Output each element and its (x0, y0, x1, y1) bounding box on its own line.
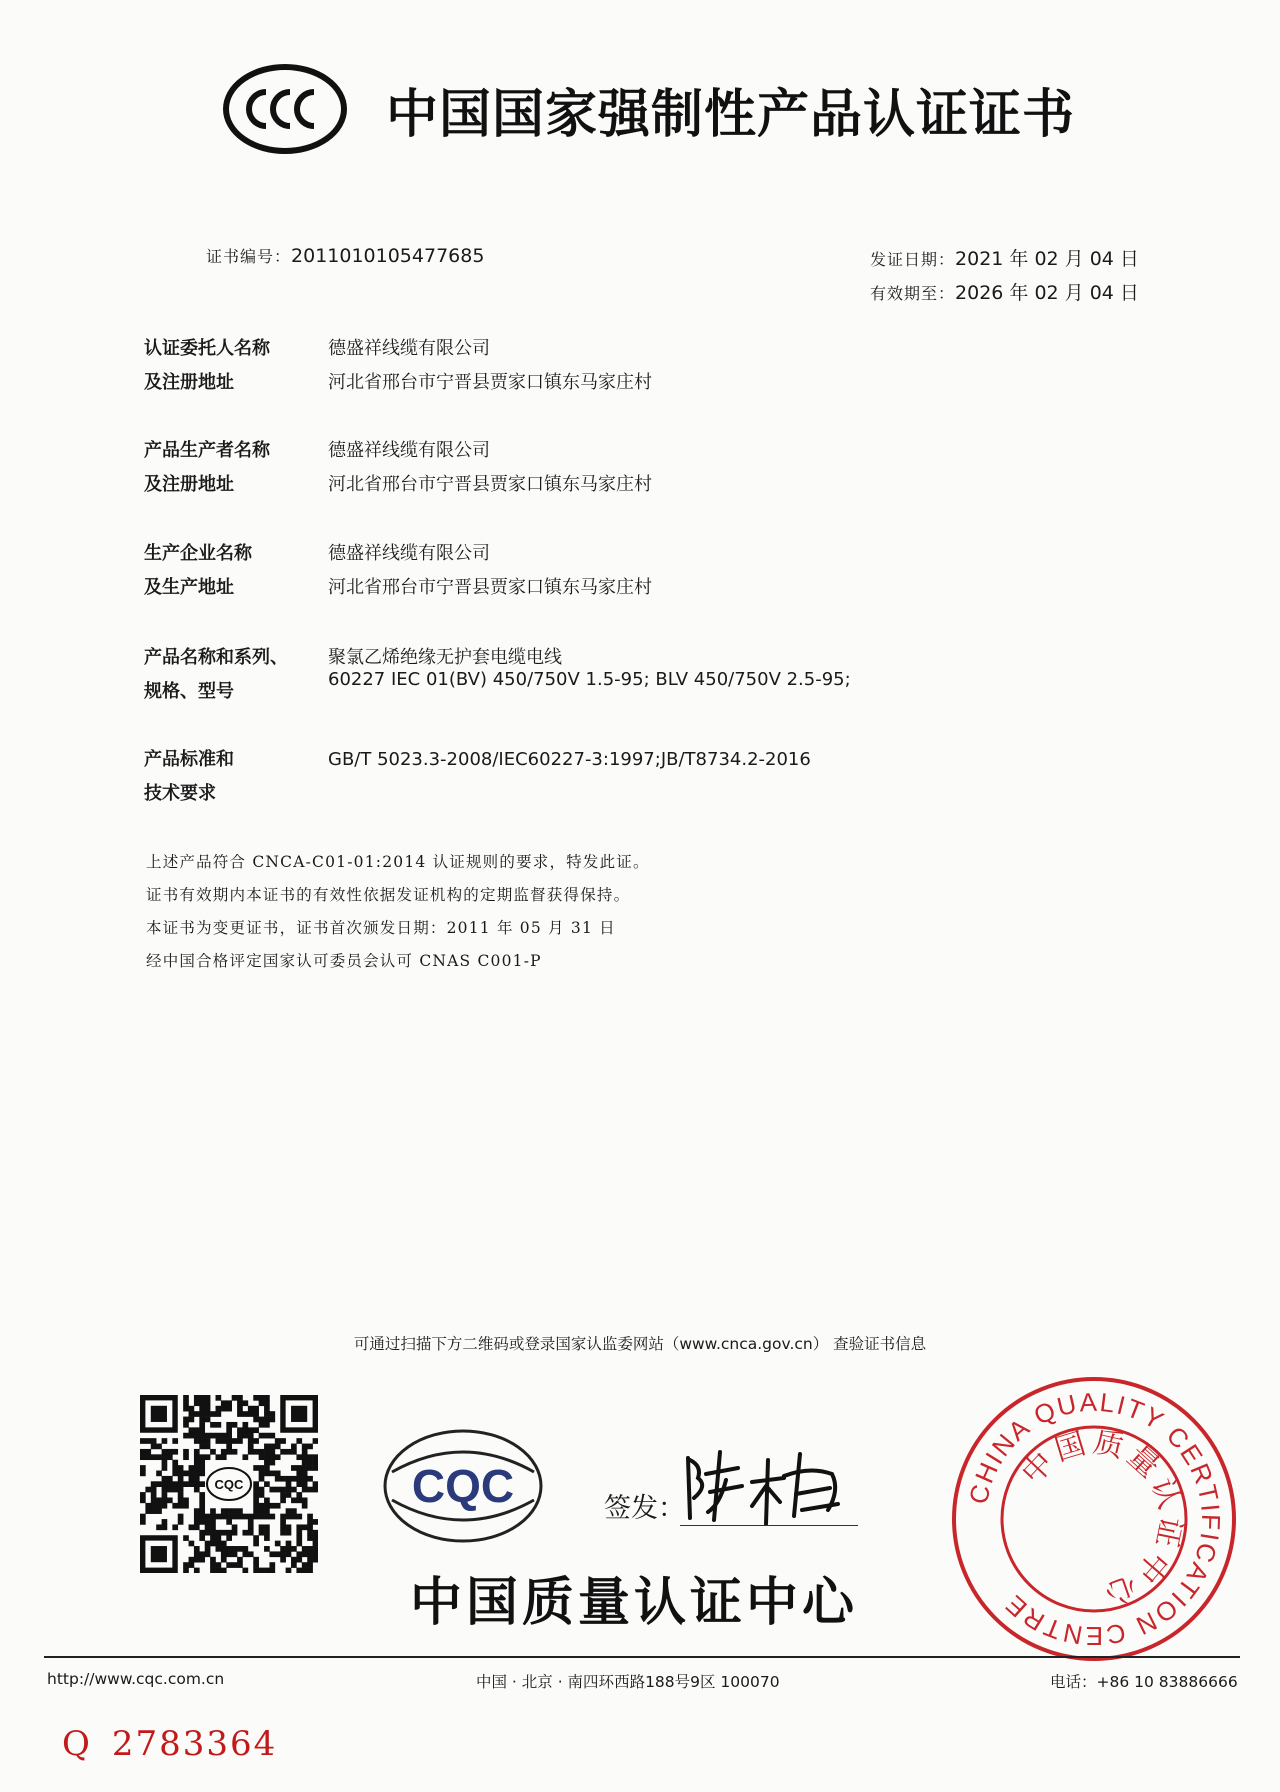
field-value: GB/T 5023.3-2008/IEC60227-3:1997;JB/T8734.2-2016 (328, 749, 811, 770)
issue-date (870, 244, 1139, 271)
certificate-number-label: 证书编号： (206, 247, 292, 266)
qr-center-logo: CQC (214, 1477, 244, 1492)
field-label: 产品生产者名称 (144, 440, 270, 461)
valid-until-label: 有效期至： (870, 284, 956, 303)
field-label: 及生产地址 (144, 577, 234, 598)
certificate-number-value: 2011010105477685 (291, 245, 485, 267)
ccc-logo (222, 62, 348, 156)
serial-value: 2783364 (111, 1724, 278, 1764)
qr-code[interactable] (140, 1395, 318, 1573)
serial-prefix: Q (62, 1724, 92, 1764)
field-label: 产品标准和 (144, 749, 234, 770)
seal-inner-text: 中国质量认证中心 (1014, 1424, 1189, 1613)
statements (146, 846, 650, 978)
issue-date-value: 2021 年 02 月 04 日 (955, 248, 1139, 270)
field-value: 60227 IEC 01(BV) 450/750V 1.5-95; BLV 450/750V 2.5-95; (328, 669, 851, 690)
seal-outer-text: CHINA QUALITY CERTIFICATION CENTRE (962, 1386, 1227, 1652)
field-value: 河北省邢台市宁晋县贾家口镇东马家庄村 (328, 577, 652, 598)
field-value: 河北省邢台市宁晋县贾家口镇东马家庄村 (328, 372, 652, 393)
field-value: 河北省邢台市宁晋县贾家口镇东马家庄村 (328, 474, 652, 495)
signature-line (680, 1525, 858, 1526)
cqc-logo-text: CQC (411, 1460, 515, 1512)
sign-label: 签发： (604, 1493, 685, 1524)
field-label: 及注册地址 (144, 474, 234, 495)
field-label: 技术要求 (144, 783, 216, 804)
statement-line: 证书有效期内本证书的有效性依据发证机构的定期监督获得保持。 (146, 886, 631, 904)
cqc-logo (382, 1428, 544, 1544)
field-value: 德盛祥线缆有限公司 (328, 338, 490, 359)
issue-date-label: 发证日期： (870, 250, 956, 269)
field-label: 生产企业名称 (144, 543, 252, 564)
svg-text:中国质量认证中心 (1015, 1425, 1189, 1613)
field-value: 德盛祥线缆有限公司 (328, 440, 490, 461)
verify-note: 可通过扫描下方二维码或登录国家认监委网站（www.cnca.gov.cn） 查验证书信息 (353, 1335, 927, 1353)
issuer-org-name: 中国质量认证中心 (410, 1573, 859, 1633)
field-label: 规格、型号 (144, 681, 234, 702)
valid-until (870, 278, 1139, 305)
field-label: 产品名称和系列、 (144, 647, 288, 668)
statement-line: 经中国合格评定国家认可委员会认可 CNAS C001-P (146, 952, 542, 970)
serial-number (62, 1724, 277, 1764)
phone: 电话：+86 10 83886666 (1050, 1673, 1238, 1691)
field-value: 德盛祥线缆有限公司 (328, 543, 490, 564)
valid-until-value: 2026 年 02 月 04 日 (955, 282, 1139, 304)
website-link[interactable]: http://www.cqc.com.cn (47, 1670, 225, 1688)
footer-divider (44, 1656, 1240, 1658)
field-label: 及注册地址 (144, 372, 234, 393)
field-label: 认证委托人名称 (144, 338, 270, 359)
statement-line: 本证书为变更证书，证书首次颁发日期：2011 年 05 月 31 日 (146, 919, 616, 937)
statement-line: 上述产品符合 CNCA-C01-01:2014 认证规则的要求，特发此证。 (146, 853, 650, 871)
official-seal (950, 1375, 1238, 1663)
signature-image (680, 1440, 860, 1530)
address: 中国 · 北京 · 南四环西路188号9区 100070 (476, 1673, 780, 1691)
certificate-title: 中国国家强制性产品认证证书 (386, 85, 1076, 145)
field-value: 聚氯乙烯绝缘无护套电缆电线 (328, 647, 562, 668)
certificate-number (206, 244, 484, 267)
